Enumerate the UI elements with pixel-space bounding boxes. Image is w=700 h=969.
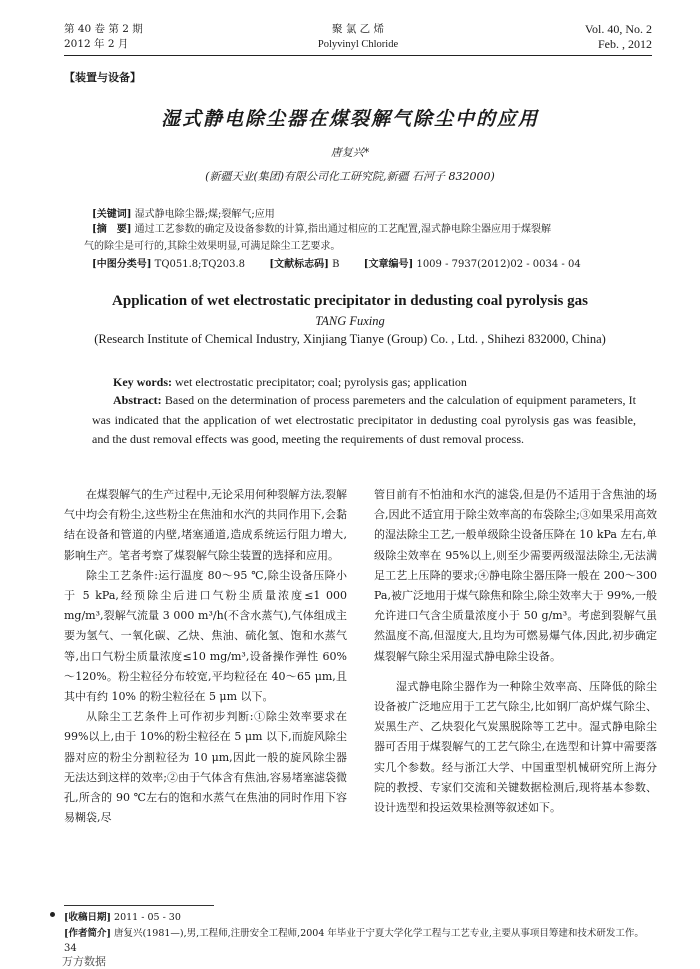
doc-code-label: [文献标志码]: [269, 259, 329, 270]
volume-zh: 第 40 卷 第 2 期: [64, 23, 143, 35]
abstract-zh-label: [摘 要]: [92, 224, 132, 235]
author-bio-label: [作者简介]: [64, 928, 111, 939]
bullet-icon: [50, 912, 55, 917]
keywords-zh-label: [关键词]: [92, 209, 132, 220]
keywords-en: [113, 373, 636, 392]
article-title-zh: 湿式静电除尘器在煤裂解气除尘中的应用: [160, 108, 539, 130]
article-id-value: 1009 - 7937(2012)02 - 0034 - 04: [416, 259, 581, 270]
keywords-zh-text: 湿式静电除尘器;煤;裂解气;应用: [134, 209, 275, 220]
received-value: 2011 - 05 - 30: [114, 912, 181, 923]
volume-en: Vol. 40, No. 2: [584, 22, 652, 36]
author-bio-value: 唐复兴(1981—),男,工程师,注册安全工程师,2004 年毕业于宁夏大学化学工程与工艺专业,主要从事项目筹建和技术研发工作。: [114, 928, 644, 939]
date-zh: 2012 年 2 月: [64, 38, 129, 50]
abstract-en: [92, 391, 636, 450]
body-paragraph: 管目前有不怕油和水汽的滤袋,但是仍不适用于含焦油的场合,因此不适宜用于除尘效率高的布袋除尘;③如果采用高效的湿法除尘工艺,一般单级除尘设备压降在 10 kPa 左右,单级除尘效率在 95%以上,则至少需要两级湿法除尘,无法满足工艺上压降的要求;④静电除尘器压降一般在 200～300 Pa,被广泛地用于煤气除焦和除尘,除尘效率大于 99%,一般允许进口气含尘质量浓度小于 50 g/m³。考虑到裂解气虽然温度不高,但湿度大,且均为可燃易爆气体,因此,初步确定煤裂解气除尘采用湿式静电除尘设备。: [374, 488, 657, 663]
body-paragraph: 除尘工艺条件:运行温度 80～95 ℃,除尘设备压降小于 5 kPa,经预除尘后进口气粉尘质量浓度≤1 000 mg/m³,裂解气流量 3 000 m³/h(不含水蒸气),气体组成主要为氢气、一氧化碳、乙炔、焦油、硫化氢、饱和水蒸气等,出口气粉尘质量浓度≤10 mg/m³,设备操作弹性 60%～120%。粉尘粒径分布较宽,平均粒径在 40～65 μm,且其中有约 10% 的粉尘粒径在 5 μm 以下。: [64, 568, 347, 704]
received-label: [收稿日期]: [64, 912, 111, 923]
footnote-author: [64, 925, 650, 942]
doc-code-value: B: [332, 259, 340, 270]
body-paragraph: 从除尘工艺条件上可作初步判断:①除尘效率要求在 99%以上,由于 10%的粉尘粒径在 5 μm 以下,而旋风除尘器对应的粉尘分割粒径为 10 μm,因此一般的旋风除尘器无法达到这样的效率;②由于气体含有焦油,容易堵塞滤袋微孔,所含的 90 ℃左右的饱和水蒸气在焦油的同时作用下容易糊袋,尽: [64, 710, 347, 825]
affiliation-en: (Research Institute of Chemical Industry, Xinjiang Tianye (Group) Co. , Ltd. , Shihezi 832000, China): [94, 332, 606, 346]
running-header: [64, 22, 652, 56]
abstract-en-text: Based on the determination of process paremeters and the calculation of equipment parameters, It was indicated that the application of wet electrostatic precipitator in dedusting coal pyrolysis gas was feasible, and the dust removal effects was good, meeting the requirements of dust removal process.: [92, 393, 636, 446]
journal-name-en: Polyvinyl Chloride: [317, 39, 399, 50]
cls-label: [中图分类号]: [92, 259, 152, 270]
author-zh: 唐复兴*: [330, 146, 370, 159]
date-en: Feb. , 2012: [598, 37, 652, 51]
page-number: 34: [64, 943, 77, 954]
section-tag: 【装置与设备】: [64, 71, 141, 84]
body-paragraph: 在煤裂解气的生产过程中,无论采用何种裂解方法,裂解气中均会有粉尘,这些粉尘在焦油和水汽的共同作用下,会黏结在设备和管道的内壁,堵塞通道,造成系统运行阻力增大,影响生产。笔者考察了煤裂解气除尘装置的选择和应用。: [64, 488, 347, 562]
abstract-zh-text: 通过工艺参数的确定及设备参数的计算,指出通过相应的工艺配置,湿式静电除尘器应用于煤裂解: [134, 224, 552, 235]
footnote-received: [64, 909, 650, 926]
footnote-rule: [64, 905, 214, 906]
affiliation-zh: (新疆天业(集团)有限公司化工研究院,新疆 石河子 832000): [205, 170, 495, 183]
article-title-en: Application of wet electrostatic precipitator in dedusting coal pyrolysis gas: [112, 293, 588, 309]
cls-value: TQ051.8;TQ203.8: [154, 259, 246, 270]
keywords-en-text: wet electrostatic precipitator; coal; pyrolysis gas; application: [175, 375, 467, 389]
header-center: [64, 22, 652, 52]
header-right: [585, 22, 652, 52]
abstract-zh: [84, 221, 636, 255]
journal-name-zh: 聚 氯 乙 烯: [331, 23, 384, 35]
keywords-en-label: Key words:: [113, 375, 172, 389]
watermark-logo: 万方数据: [62, 955, 106, 968]
article-id-label: [文章编号]: [363, 259, 414, 270]
classification-line: [92, 256, 636, 273]
body-column-left: [64, 485, 347, 828]
author-en: TANG Fuxing: [315, 314, 385, 328]
abstract-en-label: Abstract:: [113, 393, 162, 407]
header-rule: [64, 55, 652, 56]
abstract-zh-cont: 气的除尘是可行的,其除尘效果明显,可满足除尘工艺要求。: [84, 241, 341, 252]
body-column-right: [374, 485, 657, 818]
body-paragraph: 湿式静电除尘器作为一种除尘效率高、压降低的除尘设备被广泛地应用于工艺气除尘,比如钢厂高炉煤气除尘、炭黑生产、乙炔裂化气炭黑脱除等工艺中。湿式静电除尘器可否用于煤裂解气的工艺气除尘,在选型和计算中需要落实几个参数。经与浙江大学、中国重型机械研究所上海分院的教授、专家们交流和关键数据检测后,现将基本参数、设计选型和投运效果检测等叙述如下。: [374, 679, 657, 815]
